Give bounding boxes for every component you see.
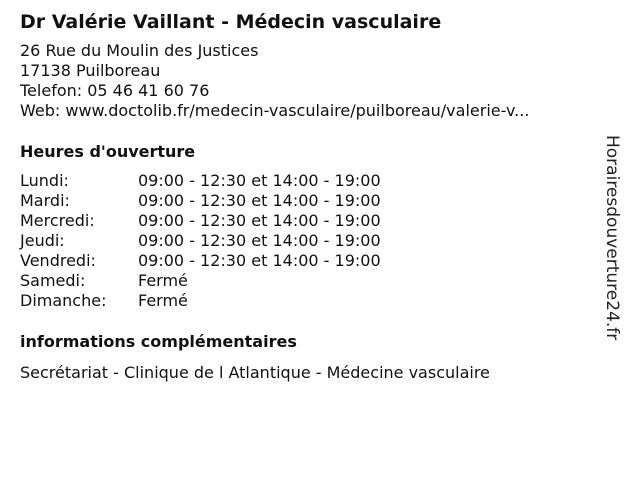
street-address: 26 Rue du Moulin des Justices xyxy=(20,41,259,60)
day-label: Dimanche: xyxy=(20,291,107,310)
business-card xyxy=(20,8,600,383)
hours-value: Fermé xyxy=(138,271,188,290)
page-title: Dr Valérie Vaillant - Médecin vasculaire xyxy=(20,11,442,33)
hours-row-saturday xyxy=(20,271,600,291)
day-label: Vendredi: xyxy=(20,251,96,270)
day-label: Mercredi: xyxy=(20,211,95,230)
day-label: Jeudi: xyxy=(20,231,65,250)
hours-value: 09:00 - 12:30 et 14:00 - 19:00 xyxy=(138,231,381,250)
hours-value: 09:00 - 12:30 et 14:00 - 19:00 xyxy=(138,211,381,230)
hours-row-friday xyxy=(20,251,600,271)
hours-row-sunday xyxy=(20,291,600,311)
additional-info-heading: informations complémentaires xyxy=(20,332,297,351)
website-link[interactable]: Web: www.doctolib.fr/medecin-vasculaire/puilboreau/valerie-v... xyxy=(20,101,530,120)
day-label: Mardi: xyxy=(20,191,70,210)
phone-number: Telefon: 05 46 41 60 76 xyxy=(20,81,210,100)
opening-hours-heading: Heures d'ouverture xyxy=(20,142,196,161)
day-label: Lundi: xyxy=(20,171,69,190)
additional-info-text: Secrétariat - Clinique de l Atlantique - Médecine vasculaire xyxy=(20,363,490,382)
hours-row-monday xyxy=(20,171,600,191)
opening-hours-table xyxy=(20,171,600,311)
hours-value: 09:00 - 12:30 et 14:00 - 19:00 xyxy=(138,171,381,190)
hours-value: 09:00 - 12:30 et 14:00 - 19:00 xyxy=(138,191,381,210)
hours-value: Fermé xyxy=(138,291,188,310)
hours-value: 09:00 - 12:30 et 14:00 - 19:00 xyxy=(138,251,381,270)
hours-row-tuesday xyxy=(20,191,600,211)
city-address: 17138 Puilboreau xyxy=(20,61,161,80)
site-watermark: Horairesdouverture24.fr xyxy=(602,135,622,341)
hours-row-thursday xyxy=(20,231,600,251)
hours-row-wednesday xyxy=(20,211,600,231)
day-label: Samedi: xyxy=(20,271,86,290)
